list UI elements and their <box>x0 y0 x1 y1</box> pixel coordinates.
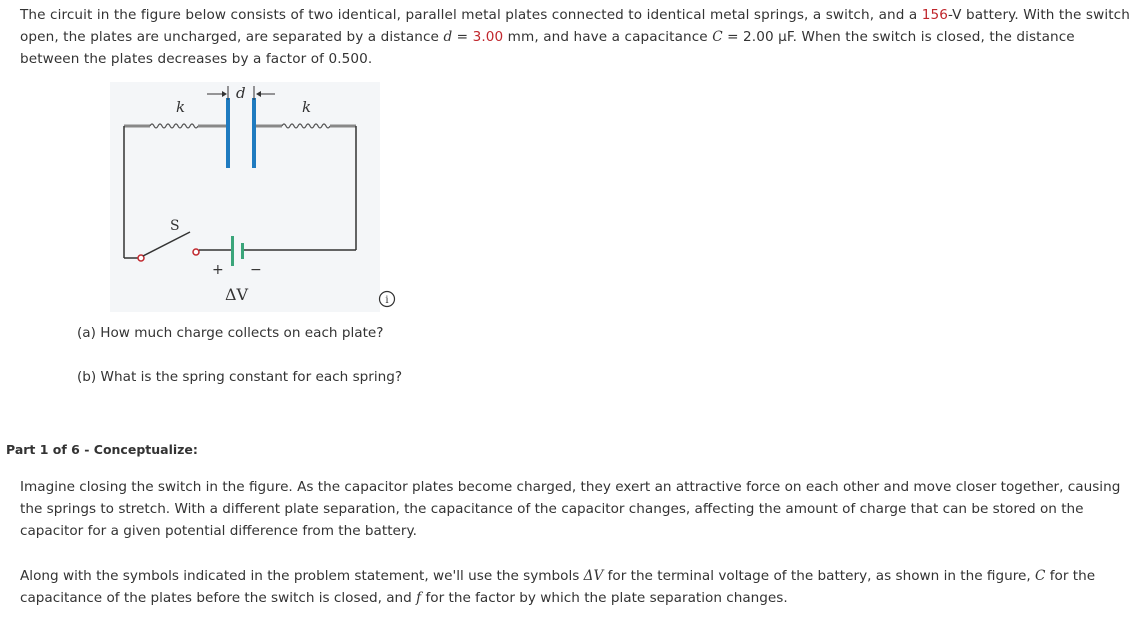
voltage-value: 156 <box>921 7 948 23</box>
problem-intro-1: The circuit in the figure below consists of two identical, parallel metal plates connected to identical metal springs, a switch, and a <box>20 7 922 23</box>
switch-contact <box>193 249 199 255</box>
problem-intro-3: mm, and have a capacitance <box>503 29 713 45</box>
para2-text-c: for the capacitance of the plates before the switch is closed, and <box>20 568 1096 606</box>
conceptualize-paragraph-1: Imagine closing the switch in the figure. As the capacitor plates become charged, they exert an attractive force on each other and move closer together, causing the springs to stretch. With a different plate separation, the capacitance of the capacitor changes, affecting the amount of charge that can be stored on the capacitor for a given potential difference from the battery. <box>20 479 1121 539</box>
d-eq: = <box>452 29 473 45</box>
minus-label: − <box>250 262 262 278</box>
para2-text-b: for the terminal voltage of the battery, as shown in the figure, <box>603 568 1036 584</box>
problem-statement <box>20 4 1135 70</box>
distance-label: d <box>236 84 246 102</box>
para2-dv-symbol: ΔV <box>583 568 604 584</box>
para2-f-symbol: f <box>416 590 422 606</box>
spring-label-right: k <box>302 98 312 116</box>
problem-intro-4: = 2.00 μF. When the switch is closed, the distance between the plates decreases by a factor of 0.500. <box>20 29 1075 67</box>
para2-text-d: for the factor by which the plate separation changes. <box>421 590 788 606</box>
battery-short-plate <box>241 243 244 259</box>
figure-background <box>110 82 380 312</box>
battery-long-plate <box>231 236 234 266</box>
problem-intro-2: -V battery. With the switch open, the plates are uncharged, are separated by a distance <box>20 7 1130 45</box>
spring-label-left: k <box>176 98 186 116</box>
left-plate <box>226 98 230 168</box>
switch-label: S <box>170 218 180 234</box>
plus-label: + <box>212 262 224 278</box>
d-symbol: d <box>443 29 453 45</box>
para2-text-a: Along with the symbols indicated in the problem statement, we'll use the symbols <box>20 568 584 584</box>
conceptualize-paragraph-2 <box>20 565 1132 609</box>
part-title: Part 1 of 6 - Conceptualize: <box>6 442 198 457</box>
d-value: 3.00 <box>472 29 504 45</box>
info-icon[interactable] <box>378 290 396 308</box>
c-symbol: C <box>712 29 723 45</box>
para2-c-symbol: C <box>1035 568 1046 584</box>
circuit-figure <box>110 82 380 312</box>
right-plate <box>252 98 256 168</box>
info-icon-glyph: i <box>385 295 389 306</box>
battery-label: ΔV <box>225 285 249 304</box>
question-b: (b) What is the spring constant for each spring? <box>77 369 403 385</box>
question-a: (a) How much charge collects on each plate? <box>77 325 384 341</box>
